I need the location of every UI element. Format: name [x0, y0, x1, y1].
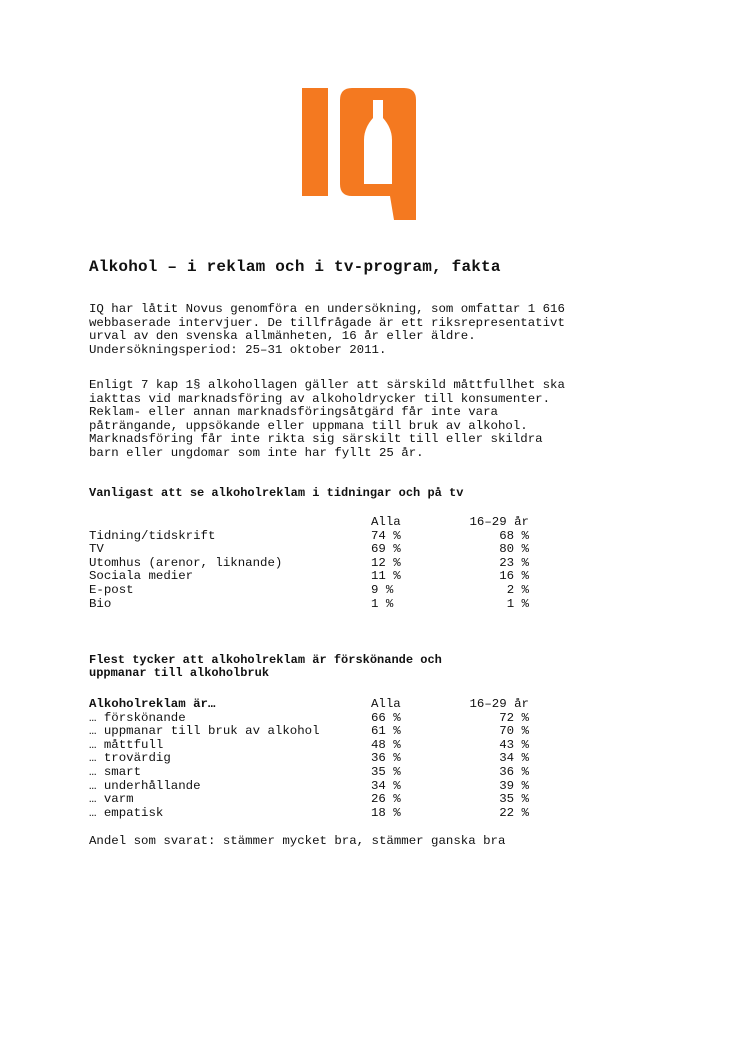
value-young: 43 %	[499, 737, 529, 752]
row-header-label: Alkoholreklam är…	[89, 697, 216, 711]
value-young: 70 %	[499, 724, 529, 739]
intro-paragraph: IQ har låtit Novus genomföra en undersökning, som omfattar 1 616 webbaserade intervjuer. De tillfrågade är ett riksrepresentativt urval av den svenska allmänheten, 16 år eller äldre. Undersökningsperiod: 25–31 oktober 2011.	[89, 302, 565, 357]
value-all: 11 %	[371, 569, 401, 584]
table2	[89, 698, 549, 820]
value-young: 39 %	[499, 778, 529, 793]
column-header-young: 16–29 år	[469, 697, 529, 711]
row-label: … uppmanar till bruk av alkohol	[89, 724, 320, 739]
table-row	[89, 530, 549, 544]
table-row	[89, 543, 549, 557]
value-young: 22 %	[499, 805, 529, 820]
table2-footnote: Andel som svarat: stämmer mycket bra, stämmer ganska bra	[89, 834, 506, 848]
column-header-all: Alla	[371, 515, 401, 529]
table2-heading-line2: uppmanar till alkoholbruk	[89, 666, 270, 680]
value-all: 34 %	[371, 778, 401, 793]
value-all: 9 %	[371, 582, 394, 597]
value-young: 36 %	[499, 764, 529, 779]
table2-header-row	[89, 698, 549, 712]
table-row	[89, 780, 549, 794]
value-all: 26 %	[371, 792, 401, 807]
table1-header-row	[89, 516, 549, 530]
value-all: 66 %	[371, 710, 401, 725]
row-label: Sociala medier	[89, 569, 194, 584]
row-label: … smart	[89, 764, 142, 779]
table-row	[89, 793, 549, 807]
table2-heading	[89, 654, 442, 680]
table-row	[89, 598, 549, 612]
value-young: 2 %	[506, 582, 529, 597]
row-label: TV	[89, 542, 104, 557]
value-young: 80 %	[499, 542, 529, 557]
value-young: 23 %	[499, 555, 529, 570]
value-all: 1 %	[371, 596, 394, 611]
table-row	[89, 752, 549, 766]
value-all: 12 %	[371, 555, 401, 570]
value-all: 18 %	[371, 805, 401, 820]
value-young: 16 %	[499, 569, 529, 584]
row-label: … empatisk	[89, 805, 164, 820]
value-young: 1 %	[506, 596, 529, 611]
value-young: 34 %	[499, 751, 529, 766]
value-all: 69 %	[371, 542, 401, 557]
row-label: … förskönande	[89, 710, 186, 725]
row-label: … varm	[89, 792, 134, 807]
table1	[89, 516, 549, 611]
row-label: Tidning/tidskrift	[89, 528, 216, 543]
table2-heading-line1: Flest tycker att alkoholreklam är förskönande och	[89, 653, 442, 667]
table-row	[89, 557, 549, 571]
row-label: … trovärdig	[89, 751, 171, 766]
table-row	[89, 725, 549, 739]
row-label: E-post	[89, 582, 134, 597]
row-label: Utomhus (arenor, liknande)	[89, 555, 283, 570]
row-label: … måttfull	[89, 737, 164, 752]
law-paragraph: Enligt 7 kap 1§ alkohollagen gäller att särskild måttfullhet ska iakttas vid marknadsföring av alkoholdrycker till konsumenter. Reklam- eller annan marknadsföringsåtgärd får inte vara påträngande, uppsökande eller uppmana till bruk av alkohol. Marknadsföring får inte rikta sig särskilt till eller skildra barn eller ungdomar som inte har fyllt 25 år.	[89, 378, 565, 460]
row-label: Bio	[89, 596, 112, 611]
table-row	[89, 807, 549, 821]
table-row	[89, 766, 549, 780]
table-row	[89, 570, 549, 584]
column-header-all: Alla	[371, 697, 401, 711]
value-all: 36 %	[371, 751, 401, 766]
page-title: Alkohol – i reklam och i tv-program, fakta	[89, 258, 501, 276]
row-label: … underhållande	[89, 778, 201, 793]
table-row	[89, 584, 549, 598]
table-row	[89, 739, 549, 753]
value-young: 68 %	[499, 528, 529, 543]
value-all: 35 %	[371, 764, 401, 779]
table1-heading: Vanligast att se alkoholreklam i tidningar och på tv	[89, 486, 464, 500]
iq-logo	[300, 88, 420, 220]
table-row	[89, 712, 549, 726]
value-all: 48 %	[371, 737, 401, 752]
value-all: 61 %	[371, 724, 401, 739]
value-all: 74 %	[371, 528, 401, 543]
value-young: 35 %	[499, 792, 529, 807]
column-header-young: 16–29 år	[469, 515, 529, 529]
value-young: 72 %	[499, 710, 529, 725]
